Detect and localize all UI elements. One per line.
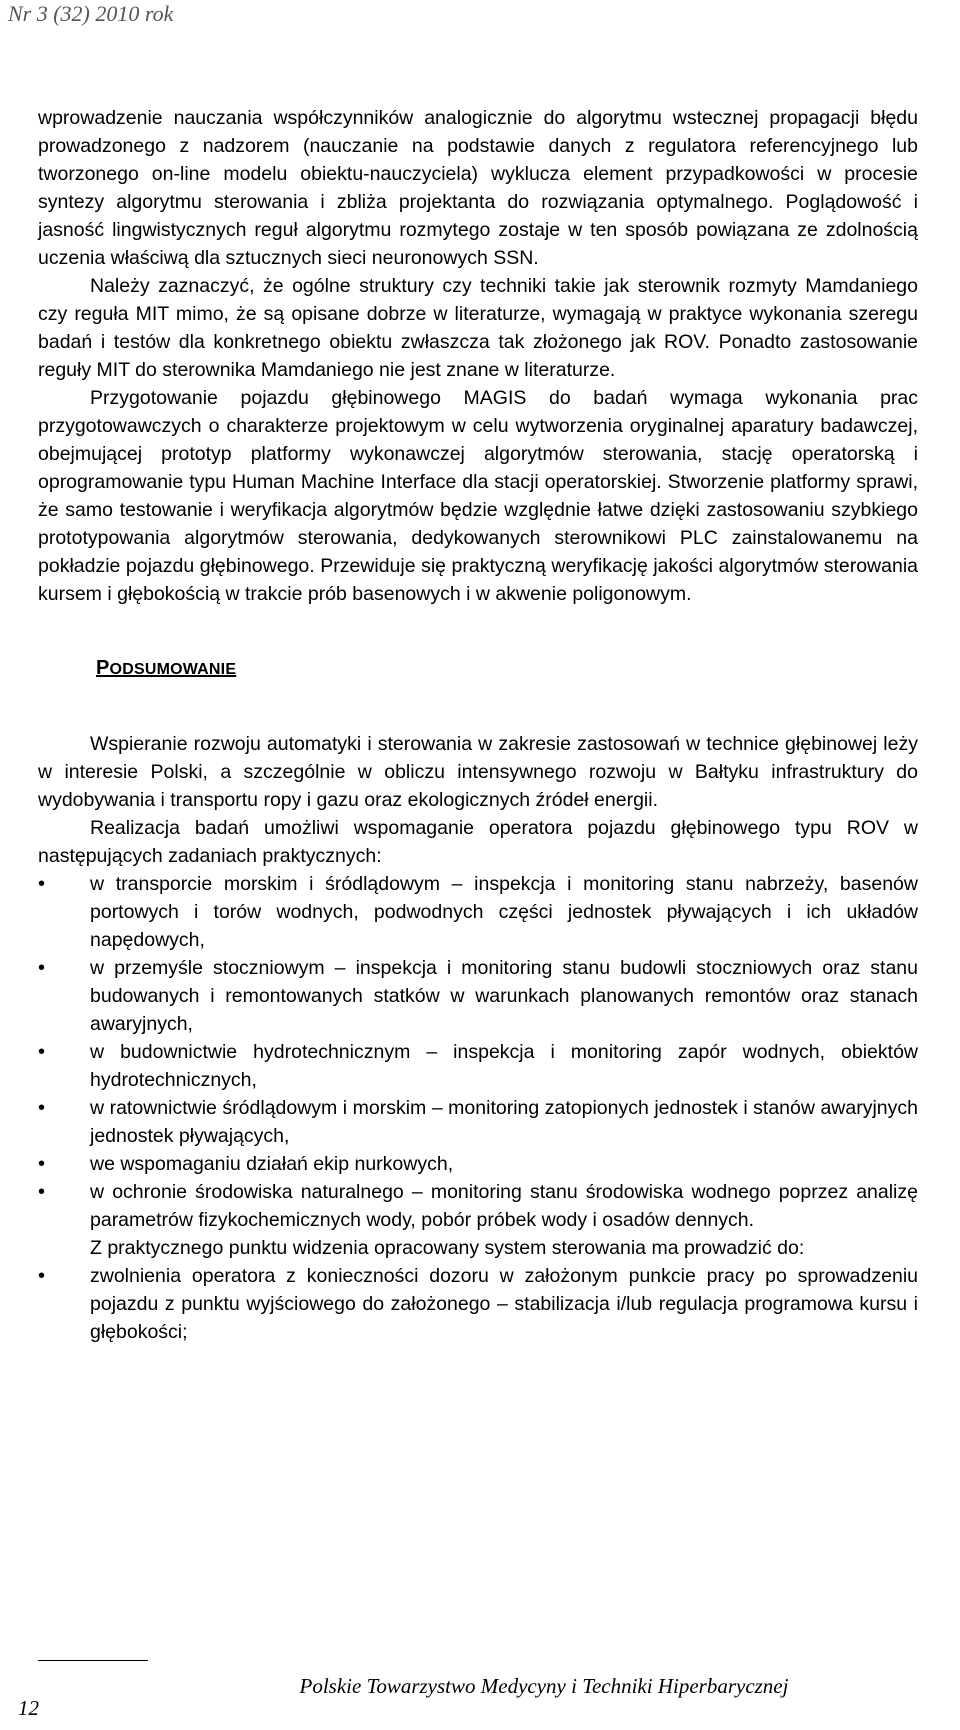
footer-divider [38, 1660, 148, 1661]
page-content [38, 104, 918, 1346]
summary-paragraph-1: Wspieranie rozwoju automatyki i sterowania w zakresie zastosowań w technice głębinowej leży w interesie Polski, a szczególnie w obliczu intensywnego rozwoju w Bałtyku infrastruktury do wydobywania i transportu ropy i gazu oraz ekologicznych źródeł energii. [38, 733, 918, 811]
summary-paragraph-2: Realizacja badań umożliwi wspomaganie operatora pojazdu głębinowego typu ROV w następujących zadaniach praktycznych: [38, 817, 918, 867]
summary-paragraph-3: Z praktycznego punktu widzenia opracowany system sterowania ma prowadzić do: [90, 1237, 805, 1259]
list-item: • w budownictwie hydrotechnicznym – inspekcja i monitoring zapór wodnych, obiektów hydrotechnicznych, [38, 1038, 918, 1094]
list-item: • w ratownictwie śródlądowym i morskim – monitoring zatopionych jednostek i stanów awaryjnych jednostek pływających, [38, 1094, 918, 1150]
list-item: • w przemyśle stoczniowym – inspekcja i monitoring stanu budowli stoczniowych oraz stanu budowanych i remontowanych statków w warunkach planowanych remontów oraz stanach awaryjnych, [38, 954, 918, 1038]
list-item: • w ochronie środowiska naturalnego – monitoring stanu środowiska wodnego poprzez analizę parametrów fizykochemicznych wody, pobór próbek wody i osadów dennych. [38, 1178, 918, 1234]
page-number: 12 [18, 1696, 39, 1720]
paragraph-3: Przygotowanie pojazdu głębinowego MAGIS do badań wymaga wykonania prac przygotowawczych o charakterze projektowym w celu wytworzenia oryginalnej aparatury badawczej, obejmującej prototyp platformy wykonawczej algorytmów sterowania, stację operatorską i oprogramowanie typu Human Machine Interface dla stacji operatorskiej. Stworzenie platformy sprawi, że samo testowanie i weryfikacja algorytmów będzie względnie łatwe dzięki zastosowaniu szybkiego prototypowania algorytmów sterowania, dedykowanych sterownikowi PLC zainstalowanemu na pokładzie pojazdu głębinowego. Przewiduje się praktyczną weryfikację jakości algorytmów sterowania kursem i głębokością w trakcie prób basenowych i w akwenie poligonowym. [38, 387, 918, 605]
section-heading [96, 654, 918, 684]
paragraph-1: wprowadzenie nauczania współczynników analogicznie do algorytmu wstecznej propagacji błędu prowadzonego z nadzorem (nauczanie na podstawie danych z regulatora referencyjnego lub tworzonego on-line modelu obiektu-nauczyciela) wyklucza element przypadkowości w procesie syntezy algorytmu sterowania i zbliża projektanta do rozwiązania optymalnego. Poglądowość i jasność lingwistycznych reguł algorytmu rozmytego zostaje w ten sposób powiązana ze zdolnością uczenia właściwą dla sztucznych sieci neuronowych SSN. [38, 107, 918, 269]
list-item: • we wspomaganiu działań ekip nurkowych, [38, 1150, 918, 1178]
section-heading-initial: P [96, 657, 110, 679]
list-item: • zwolnienia operatora z konieczności dozoru w założonym punkcie pracy po sprowadzeniu pojazdu z punktu wyjściowego do założonego – stabilizacja i/lub regulacja programowa kursu i głębokości; [38, 1262, 918, 1346]
section-heading-rest: ODSUMOWANIE [109, 661, 237, 678]
paragraph-2: Należy zaznaczyć, że ogólne struktury czy techniki takie jak sterownik rozmyty Mamdaniego czy reguła MIT mimo, że są opisane dobrze w literaturze, wymagają w praktyce wykonania szeregu badań i testów dla konkretnego obiektu zwłaszcza tak złożonego jak ROV. Ponadto zastosowanie reguły MIT do sterownika Mamdaniego nie jest znane w literaturze. [38, 275, 918, 381]
running-header: Nr 3 (32) 2010 rok [8, 1, 174, 26]
journal-title: Polskie Towarzystwo Medycyny i Techniki Hiperbarycznej [299, 1674, 789, 1698]
list-item: • w transporcie morskim i śródlądowym – inspekcja i monitoring stanu nabrzeży, basenów portowych i torów wodnych, podwodnych części jednostek pływających i ich układów napędowych, [38, 870, 918, 954]
applications-list [38, 870, 918, 1234]
goals-list [38, 1262, 918, 1346]
